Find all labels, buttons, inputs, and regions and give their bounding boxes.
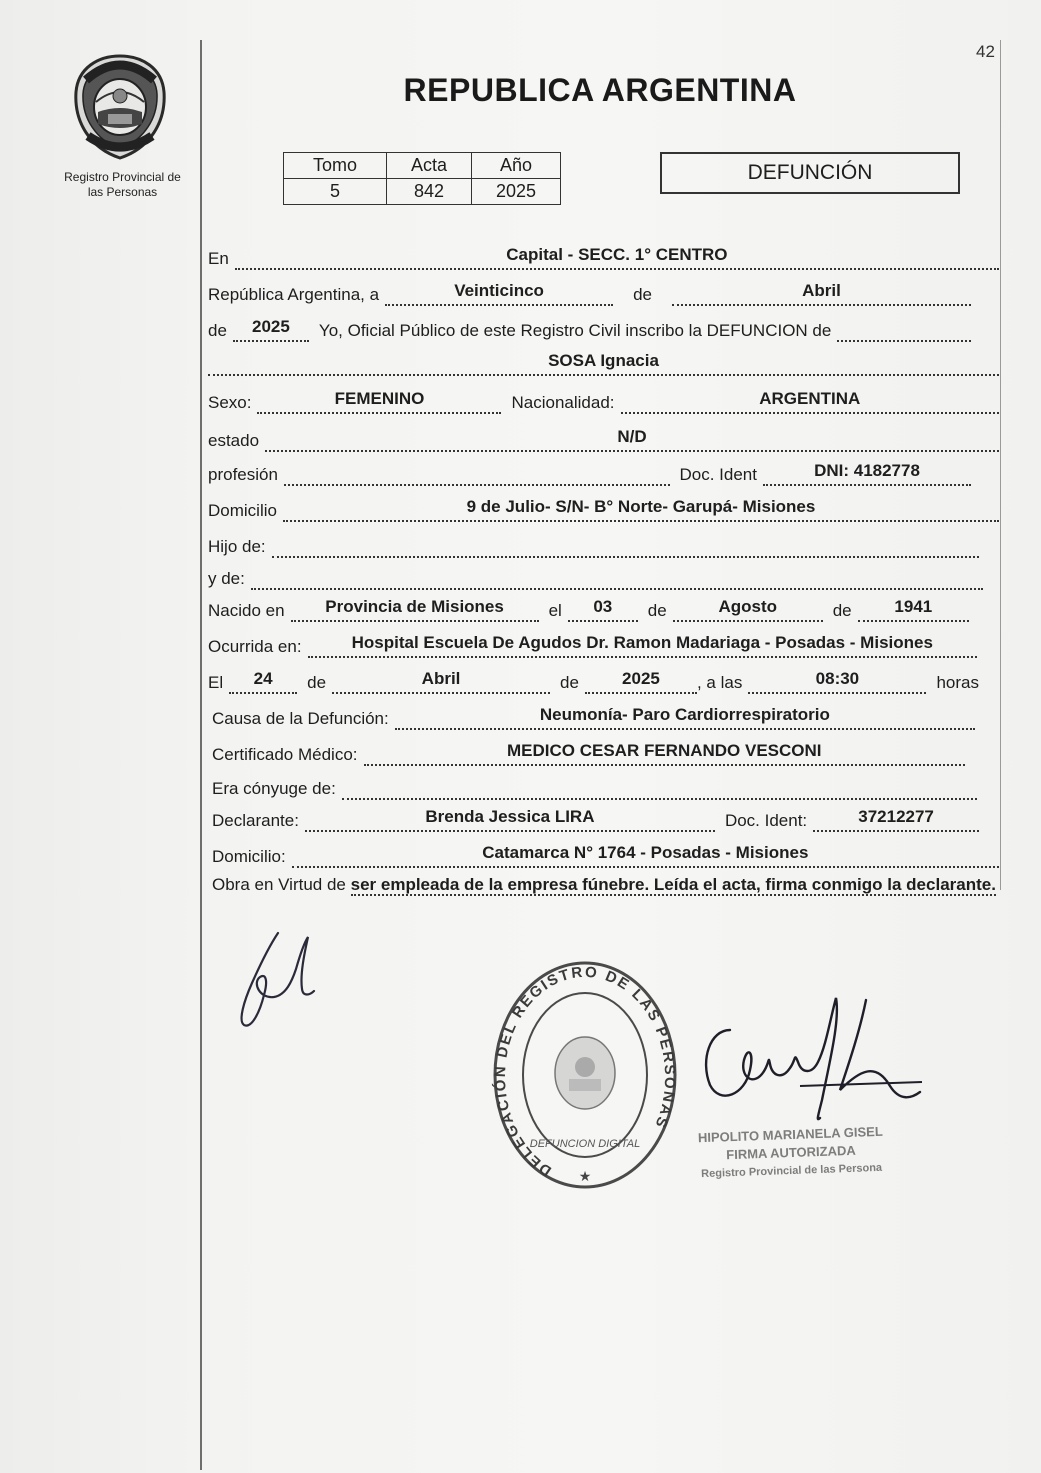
row-name [208,350,999,376]
register-header-anio: Año [472,153,561,179]
death-time-field: 08:30 [748,668,926,694]
authority-stamp [685,1122,897,1183]
sex-field: FEMENINO [257,388,501,414]
en-label: En [208,249,229,268]
row-and-of [208,564,983,590]
sex-label: Sexo: [208,393,252,412]
authority-name: HIPOLITO MARIANELA GISEL [697,1123,884,1146]
death-month-field: Abril [332,668,550,694]
de6-label: de [560,673,579,692]
register-value-anio: 2025 [472,179,561,205]
child-of-label: Hijo de: [208,537,266,556]
virtue-label: Obra en Virtud de [212,875,346,894]
and-of-field [251,564,983,590]
profession-label: profesión [208,465,278,484]
authorized-signature [690,990,930,1130]
row-birth [208,596,969,622]
row-declarant-address [212,842,999,868]
birth-day-field: 03 [568,596,638,622]
row-declarant [212,806,979,832]
birth-year-field: 1941 [858,596,969,622]
horas-label: horas [936,673,979,692]
register-header-row [284,153,561,179]
declarant-address-field: Catamarca N° 1764 - Posadas - Misiones [292,842,999,868]
doc-field: DNI: 4182778 [763,460,971,486]
de4-label: de [832,601,852,620]
org-name [40,170,205,200]
row-occurred [208,632,977,658]
day-field: Veinticinco [385,280,613,306]
row-child-of [208,532,979,558]
org-name-line2: las Personas [87,185,158,199]
official-stamp [485,955,685,1195]
spouse-field [342,774,977,800]
declarant-doc-field: 37212277 [813,806,979,832]
estado-label: estado [208,431,260,450]
province-seal-logo [72,52,168,162]
row-address [208,496,999,522]
place-field: Capital - SECC. 1° CENTRO [235,244,999,270]
row-death-date [208,668,985,694]
row-cause [212,704,975,730]
month-field: Abril [672,280,971,306]
nationality-label: Nacionalidad: [511,393,615,412]
inscribo-text: Yo, Oficial Público de este Registro Civil inscribo la DEFUNCION de [318,321,832,340]
born-label: Nacido en [208,601,285,620]
el2-label: El [208,673,224,692]
el-label: el [548,601,562,620]
doc2-label: Doc. Ident: [724,811,808,830]
row-sex-nationality [208,388,999,414]
document-title: REPUBLICA ARGENTINA [403,72,797,108]
and-of-label: y de: [208,569,245,588]
register-value-row [284,179,561,205]
birth-month-field: Agosto [673,596,823,622]
row-marital-status [208,426,999,452]
address2-label: Domicilio: [212,847,286,866]
spouse-label: Era cónyuge de: [212,779,336,798]
declarant-field: Brenda Jessica LIRA [305,806,715,832]
document-type-box: DEFUNCIÓN [660,152,960,194]
cause-field: Neumonía- Paro Cardiorrespiratorio [395,704,975,730]
republica-label: República Argentina, a [208,285,380,304]
birthplace-field: Provincia de Misiones [291,596,539,622]
register-header-acta: Acta [387,153,472,179]
deceased-name-field: SOSA Ignacia [208,350,999,376]
virtue-field: ser empleada de la empresa fúnebre. Leída el acta, firma conmigo la declarante. [350,875,996,894]
child-of-field [272,532,979,558]
de3-label: de [647,601,667,620]
margin-line [200,40,203,1470]
org-name-line1: Registro Provincial de [64,170,181,184]
de-label: de [633,285,652,304]
stamp-inner-text: DEFUNCION DIGITAL [529,1138,641,1150]
estado-field: N/D [265,426,999,452]
declarant-label: Declarante: [212,811,299,830]
nationality-field: ARGENTINA [621,388,1000,414]
right-margin-line [1000,40,1002,890]
stamp-ring-text: DELEGACIÓN DEL REGISTRO DE LAS PERSONAS [491,963,679,1180]
alas-label: , a las [696,673,743,692]
row-certificate [212,740,965,766]
occurred-label: Ocurrida en: [208,637,302,656]
authority-office: Registro Provincial de las Persona [700,1161,883,1181]
row-spouse [212,774,977,800]
certificate-label: Certificado Médico: [212,745,358,764]
address-label: Domicilio [208,501,277,520]
de2-label: de [208,321,227,340]
profession-field [284,460,670,486]
doc-label: Doc. Ident [679,465,757,484]
year-field: 2025 [233,316,309,342]
address-field: 9 de Julio- S/N- B° Norte- Garupá- Misiones [283,496,999,522]
virtue-paragraph [212,872,998,897]
cause-label: Causa de la Defunción: [212,709,389,728]
row-date [208,280,971,306]
authority-role: FIRMA AUTORIZADA [725,1142,856,1163]
row-profession-doc [208,460,971,486]
occurred-field: Hospital Escuela De Agudos Dr. Ramon Madariaga - Posadas - Misiones [308,632,977,658]
register-value-acta: 842 [387,179,472,205]
page-number: 42 [976,42,995,61]
row-inscription [208,316,971,342]
certificate-field: MEDICO CESAR FERNANDO VESCONI [364,740,965,766]
death-year-field: 2025 [585,668,697,694]
inscribo-blank [837,316,971,342]
death-day-field: 24 [229,668,297,694]
svg-text:★: ★ [578,1169,592,1185]
declarant-signature [230,925,320,1035]
register-table [283,152,561,205]
row-place [208,244,999,270]
de5-label: de [307,673,327,692]
register-value-tomo: 5 [284,179,387,205]
register-header-tomo: Tomo [284,153,387,179]
